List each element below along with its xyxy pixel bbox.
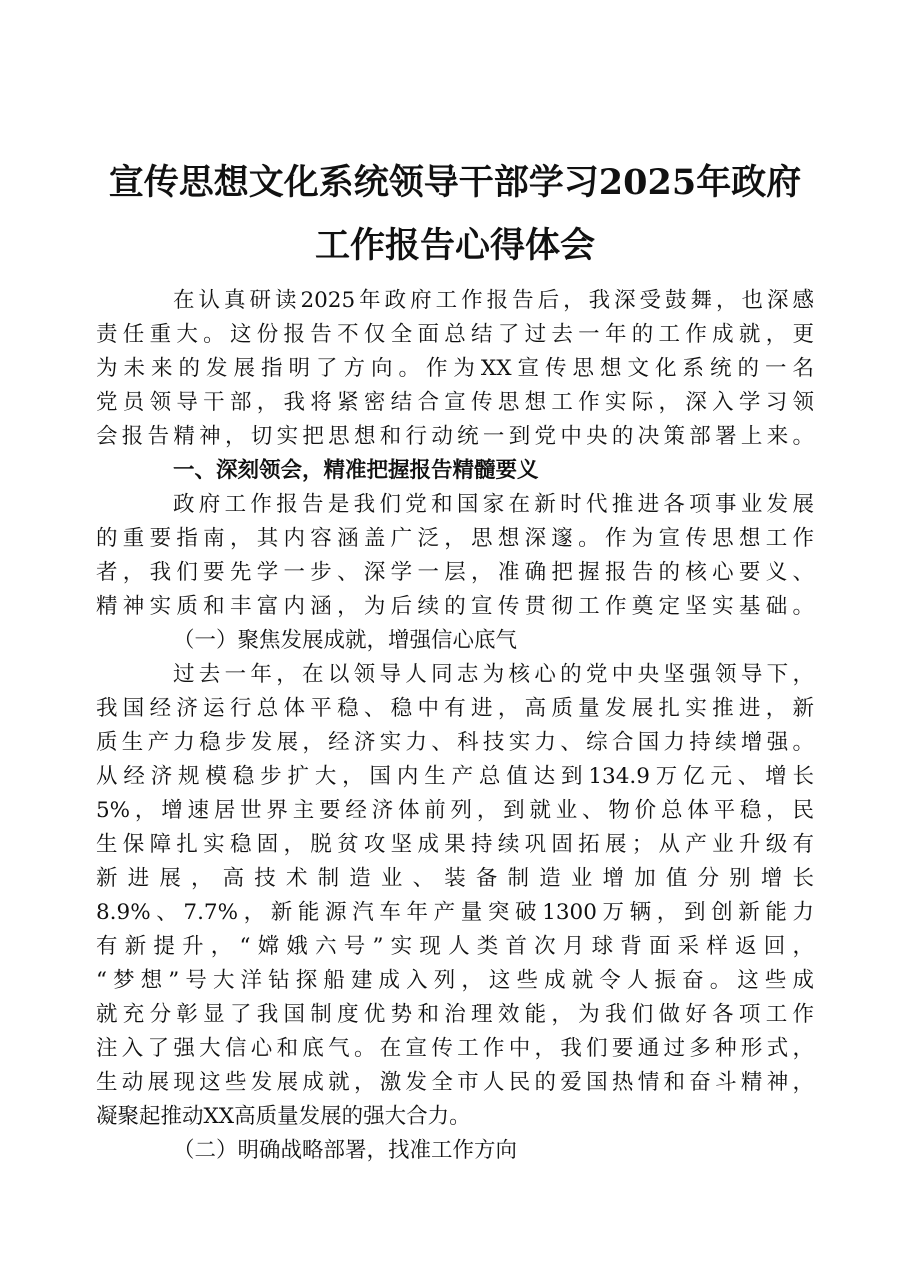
paragraph-line: 责任重大。这份报告不仅全面总结了过去一年的工作成就，更 [96,322,814,347]
paragraph-line: 为未来的发展指明了方向。作为XX宣传思想文化系统的一名 [96,356,814,381]
paragraph-line: 注入了强大信心和底气。在宣传工作中，我们要通过多种形式， [96,1036,814,1061]
paragraph-line: 生动展现这些发展成就，激发全市人民的爱国热情和奋斗精神， [96,1070,814,1095]
document-title-line-2: 工作报告心得体会 [314,225,595,266]
paragraph-line: 过去一年，在以领导人同志为核心的党中央坚强领导下， [173,662,814,687]
section-heading: 一、深刻领会，精准把握报告精髓要义 [173,458,539,483]
paragraph-line: 会报告精神，切实把思想和行动统一到党中央的决策部署上来。 [96,424,814,449]
paragraph-line: 我国经济运行总体平稳、稳中有进，高质量发展扎实推进，新 [96,696,814,721]
paragraph-line: 有新提升，“嫦娥六号”实现人类首次月球背面采样返回， [96,934,814,959]
paragraph-line: 精神实质和丰富内涵，为后续的宣传贯彻工作奠定坚实基础。 [96,594,814,619]
paragraph-line: 质生产力稳步发展，经济实力、科技实力、综合国力持续增强。 [96,730,814,755]
paragraph-line: 党员领导干部，我将紧密结合宣传思想工作实际，深入学习领 [96,390,814,415]
subsection-heading: （二）明确战略部署，找准工作方向 [173,1138,518,1163]
paragraph-line: 8.9%、7.7%，新能源汽车年产量突破1300万辆，到创新能力 [96,900,814,925]
document-title-line-1: 宣传思想文化系统领导干部学习2025年政府 [108,162,802,203]
paragraph-line: “梦想”号大洋钻探船建成入列，这些成就令人振奋。这些成 [96,968,814,993]
paragraph-line: 者，我们要先学一步、深学一层，准确把握报告的核心要义、 [96,560,814,585]
paragraph-line: 凝聚起推动XX高质量发展的强大合力。 [96,1104,471,1129]
paragraph-line: 5%，增速居世界主要经济体前列，到就业、物价总体平稳，民 [96,798,814,823]
subsection-heading: （一）聚焦发展成就，增强信心底气 [173,628,518,653]
paragraph-line: 的重要指南，其内容涵盖广泛，思想深邃。作为宣传思想工作 [96,526,814,551]
paragraph-line: 生保障扎实稳固，脱贫攻坚成果持续巩固拓展；从产业升级有 [96,832,814,857]
paragraph-line: 在认真研读2025年政府工作报告后，我深受鼓舞，也深感 [173,288,814,313]
paragraph-line: 从经济规模稳步扩大，国内生产总值达到134.9万亿元、增长 [96,764,814,789]
paragraph-line: 新进展，高技术制造业、装备制造业增加值分别增长 [96,866,814,891]
paragraph-line: 政府工作报告是我们党和国家在新时代推进各项事业发展 [173,492,814,517]
paragraph-line: 就充分彰显了我国制度优势和治理效能，为我们做好各项工作 [96,1002,814,1027]
